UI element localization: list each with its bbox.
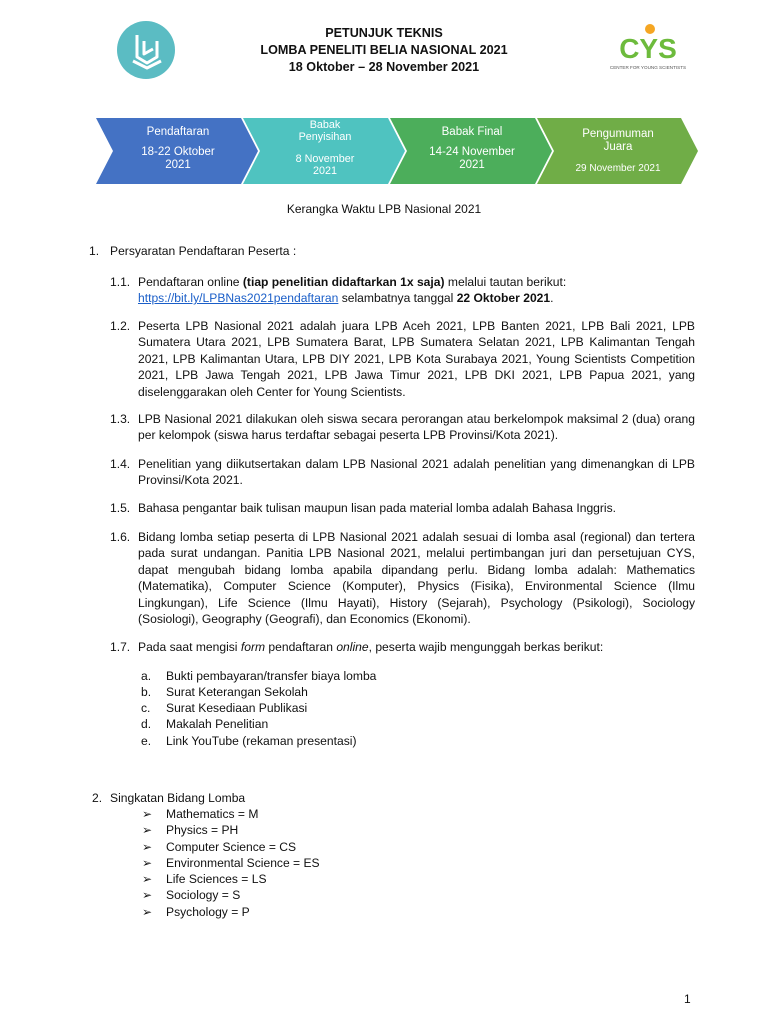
item-1-1-part: Pendaftaran online: [138, 275, 243, 289]
item-1-7-part: pendaftaran: [265, 640, 337, 654]
arrow-bullet-icon: ➢: [142, 856, 153, 870]
step-title-line2: Penyisihan: [298, 131, 352, 144]
cys-logo-text: CYS: [619, 33, 677, 64]
step-title: Pendaftaran: [146, 126, 210, 138]
item-1-6-text: Bidang lomba setiap peserta di LPB Nasional 2021 adalah sesuai di lomba asal (regional) dan tertera pada surat undangan. Panitia LPB Nasional 2021, melalui pertimbangan juri dan persetujuan CYS, dapat mengubah bidang lomba apabila dipandang perlu. Bidang lomba adalah: Mathematics (Matematika), Computer Science (Komputer), Physics (Fisika), Environmental Science (Ilmu Lingkungan), Life Science (Ilmu Hayati), History (Sejarah), Psychology (Psikologi), Sociology (Sosiologi), Geography (Geografi), dan Economics (Ekonomi).: [138, 530, 695, 627]
item-1-1-part: selambatnya tanggal: [338, 291, 457, 306]
section-1-number: 1.: [89, 244, 100, 258]
item-1-3-number: 1.3.: [110, 412, 131, 426]
timeline-step-pengumuman: [556, 128, 680, 175]
arrow-bullet-icon: ➢: [142, 823, 153, 837]
list-item-letter: b.: [141, 685, 152, 699]
item-1-3-text: LPB Nasional 2021 dilakukan oleh siswa secara perorangan atau berkelompok maksimal 2 (dua) orang per kelompok (siswa harus terdaftar sebagai peserta LPB Provinsi/Kota 2021).: [138, 412, 695, 443]
cys-logo-subtitle: CENTER FOR YOUNG SCIENTISTS: [609, 65, 687, 70]
header-dates: 18 Oktober – 28 November 2021: [288, 60, 480, 74]
arrow-bullet-icon: ➢: [142, 840, 153, 854]
cys-logo: [608, 22, 688, 74]
abbreviation-item: Computer Science = CS: [166, 840, 297, 854]
arrow-bullet-icon: ➢: [142, 807, 153, 821]
header-title: PETUNJUK TEKNIS: [325, 26, 443, 40]
document-header: [160, 25, 608, 76]
step-date: 18-22 Oktober: [141, 146, 215, 158]
section-2-number: 2.: [92, 791, 103, 805]
cys-logo-icon: [608, 22, 688, 74]
header-subtitle: LOMBA PENELITI BELIA NASIONAL 2021: [260, 43, 508, 57]
step-date-year: 2021: [312, 165, 338, 178]
step-date: 29 November 2021: [575, 163, 661, 174]
item-1-1-part: .: [550, 291, 554, 306]
abbreviation-item: Sociology = S: [166, 888, 241, 902]
arrow-bullet-icon: ➢: [142, 872, 153, 886]
item-1-7-italic: online: [336, 640, 369, 654]
item-1-4-number: 1.4.: [110, 457, 131, 471]
item-1-5-text: Bahasa pengantar baik tulisan maupun lisan pada material lomba adalah Bahasa Inggris.: [138, 501, 617, 515]
item-1-1-emphasis: (tiap penelitian didaftarkan 1x saja): [242, 275, 445, 289]
item-1-1-number: 1.1.: [110, 275, 131, 289]
item-1-6-number: 1.6.: [110, 530, 131, 544]
arrow-bullet-icon: ➢: [142, 905, 153, 919]
step-title-line2: Juara: [603, 141, 633, 153]
step-title: Babak Final: [441, 126, 503, 138]
timeline-step-final: [410, 126, 534, 172]
page-number: 1: [684, 992, 691, 1006]
timeline-caption: Kerangka Waktu LPB Nasional 2021: [286, 202, 482, 216]
step-title: Babak: [309, 119, 341, 131]
step-date-year: 2021: [459, 159, 485, 171]
step-date: 14-24 November: [429, 146, 515, 158]
list-item-letter: c.: [141, 701, 151, 715]
arrow-bullet-icon: ➢: [142, 888, 153, 902]
item-1-5-number: 1.5.: [110, 501, 131, 515]
item-1-2-number: 1.2.: [110, 319, 131, 333]
item-1-7-number: 1.7.: [110, 640, 131, 654]
timeline-step-pendaftaran: [116, 126, 240, 172]
abbreviation-item: Mathematics = M: [166, 807, 259, 821]
abbreviation-item: Psychology = P: [166, 905, 250, 919]
registration-link[interactable]: https://bit.ly/LPBNas2021pendaftaran: [138, 291, 339, 306]
section-1-title: Persyaratan Pendaftaran Peserta :: [110, 244, 297, 258]
item-1-7-part: Pada saat mengisi: [138, 640, 241, 654]
list-item: Bukti pembayaran/transfer biaya lomba: [166, 669, 377, 683]
item-1-7-part: , peserta wajib mengunggah berkas berikut:: [368, 640, 604, 654]
item-1-1-part: melalui tautan berikut:: [444, 275, 567, 289]
step-date-year: 2021: [165, 159, 191, 171]
abbreviation-item: Physics = PH: [166, 823, 239, 837]
list-item-letter: a.: [141, 669, 152, 683]
list-item-letter: d.: [141, 717, 152, 731]
abbreviation-item: Life Sciences = LS: [166, 872, 267, 886]
item-1-2-text: Peserta LPB Nasional 2021 adalah juara LPB Aceh 2021, LPB Banten 2021, LPB Bali 2021, LPB Sumatera Utara 2021, LPB Sumatera Barat, LPB Sumatera Selatan 2021, LPB Kalimantan Tengah 2021, LPB Kalimantan Utara, LPB DIY 2021, LPB Kota Surabaya 2021, Young Scientists Competition 2021, LPB Jawa Tengah 2021, LPB Jawa Timur 2021, LPB DKI 2021, LPB Papua 2021, yang diselenggarakan oleh Center for Young Scientists.: [138, 319, 695, 399]
item-1-1-deadline: 22 Oktober 2021: [456, 291, 551, 306]
abbreviation-item: Environmental Science = ES: [166, 856, 320, 870]
timeline-step-penyisihan: [263, 119, 387, 178]
list-item: Surat Keterangan Sekolah: [166, 685, 308, 699]
list-item: Makalah Penelitian: [166, 717, 269, 731]
item-1-7-italic: form: [240, 640, 266, 654]
item-1-4-text: Penelitian yang diikutsertakan dalam LPB Nasional 2021 adalah penelitian yang dimenangkan di LPB Provinsi/Kota 2021.: [138, 457, 695, 488]
step-title: Pengumuman: [582, 128, 654, 140]
item-1-7-text: [138, 639, 695, 655]
timeline: [96, 118, 698, 184]
list-item-letter: e.: [141, 734, 152, 748]
section-2-title: Singkatan Bidang Lomba: [110, 791, 246, 805]
step-date: 8 November: [295, 152, 355, 165]
list-item: Surat Kesediaan Publikasi: [166, 701, 308, 715]
item-1-1-text: [138, 274, 695, 307]
list-item: Link YouTube (rekaman presentasi): [166, 734, 357, 748]
